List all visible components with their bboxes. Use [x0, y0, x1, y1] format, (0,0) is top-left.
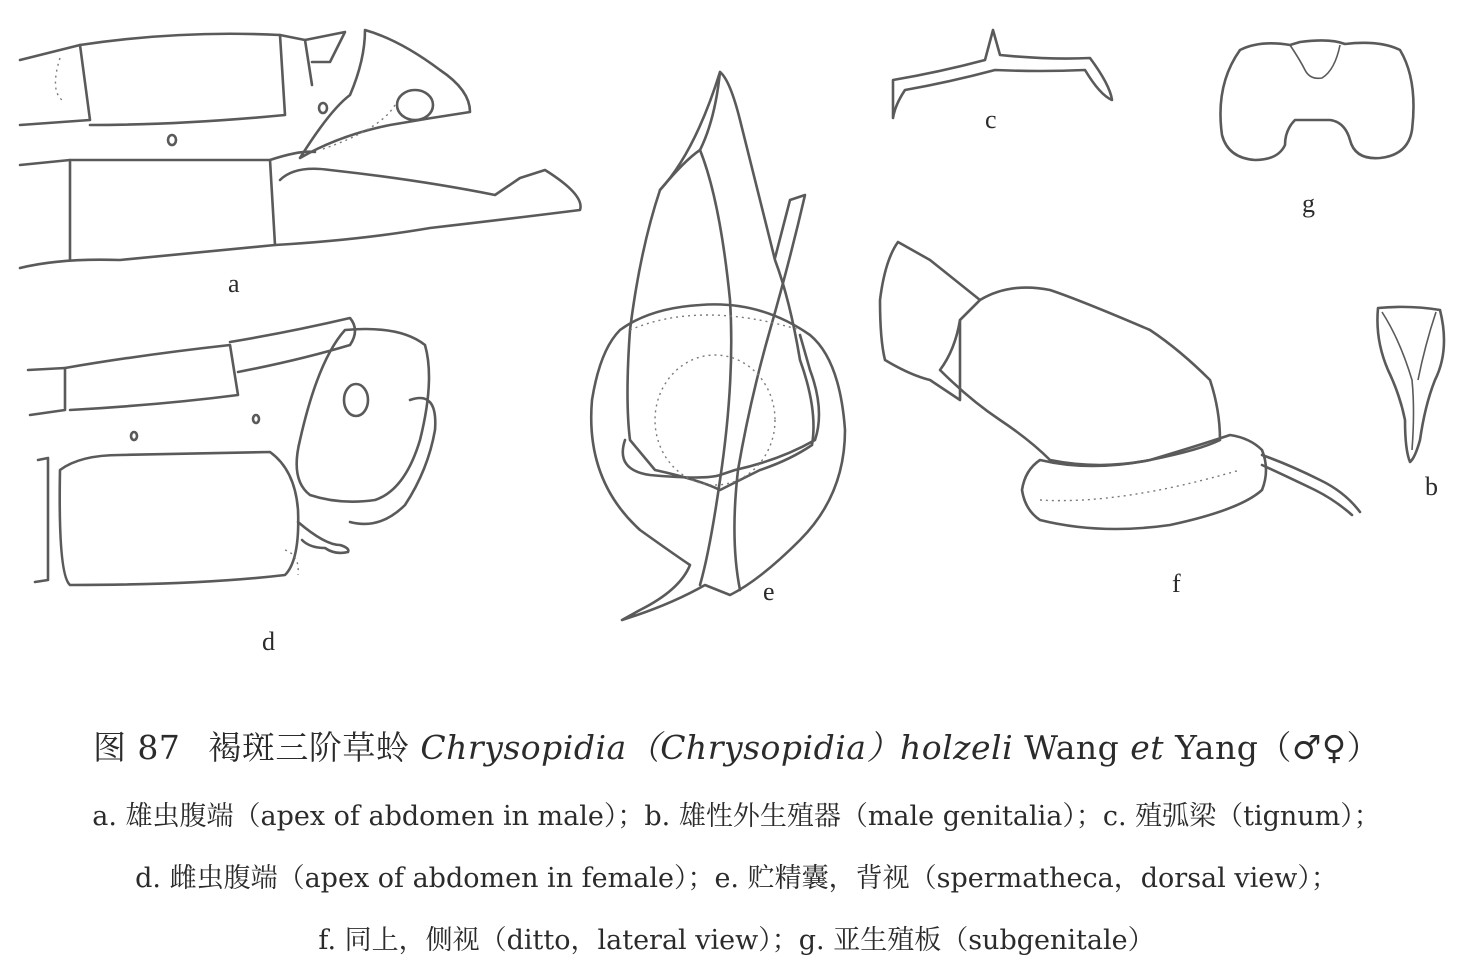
figure-caption-title: [0, 722, 1473, 769]
sex-symbols: （♂♀）: [1258, 728, 1381, 767]
panel-label-a: a: [228, 269, 240, 298]
panel-d-drawing: [28, 318, 435, 656]
panel-label-e: e: [763, 577, 775, 606]
panel-label-c: c: [985, 105, 997, 134]
caption-legend-line-2: d. 雌虫腹端（apex of abdomen in female）；e. 贮精囊，背视（spermatheca，dorsal view）；: [135, 863, 1338, 894]
panel-g-drawing: [1220, 40, 1413, 218]
panel-label-f: f: [1172, 569, 1181, 598]
figure-number: 图 87: [92, 728, 181, 767]
panel-label-d: d: [262, 627, 275, 656]
author-2: Yang: [1175, 728, 1259, 767]
author-conjunction: et: [1130, 728, 1165, 767]
panel-c-drawing: [893, 30, 1112, 134]
panel-label-b: b: [1425, 472, 1438, 501]
panel-b-drawing: [1377, 307, 1444, 501]
caption-legend-line-1: a. 雄虫腹端（apex of abdomen in male）；b. 雄性外生殖器（male genitalia）；c. 殖弧梁（tignum）；: [92, 801, 1381, 832]
panel-e-drawing: [591, 72, 845, 620]
panel-label-g: g: [1302, 189, 1315, 218]
subgenus-name: （Chrysopidia）: [626, 728, 900, 767]
author-1: Wang: [1024, 728, 1120, 767]
caption-legend-line-3: f. 同上，侧视（ditto，lateral view）；g. 亚生殖板（subgenitale）: [318, 925, 1155, 956]
panel-f-drawing: [880, 242, 1360, 598]
species-epithet: holzeli: [899, 728, 1014, 767]
panel-a-drawing: [20, 30, 581, 298]
genus-name: Chrysopidia: [420, 728, 627, 767]
species-chinese-name: 褐斑三阶草蛉: [208, 728, 410, 767]
